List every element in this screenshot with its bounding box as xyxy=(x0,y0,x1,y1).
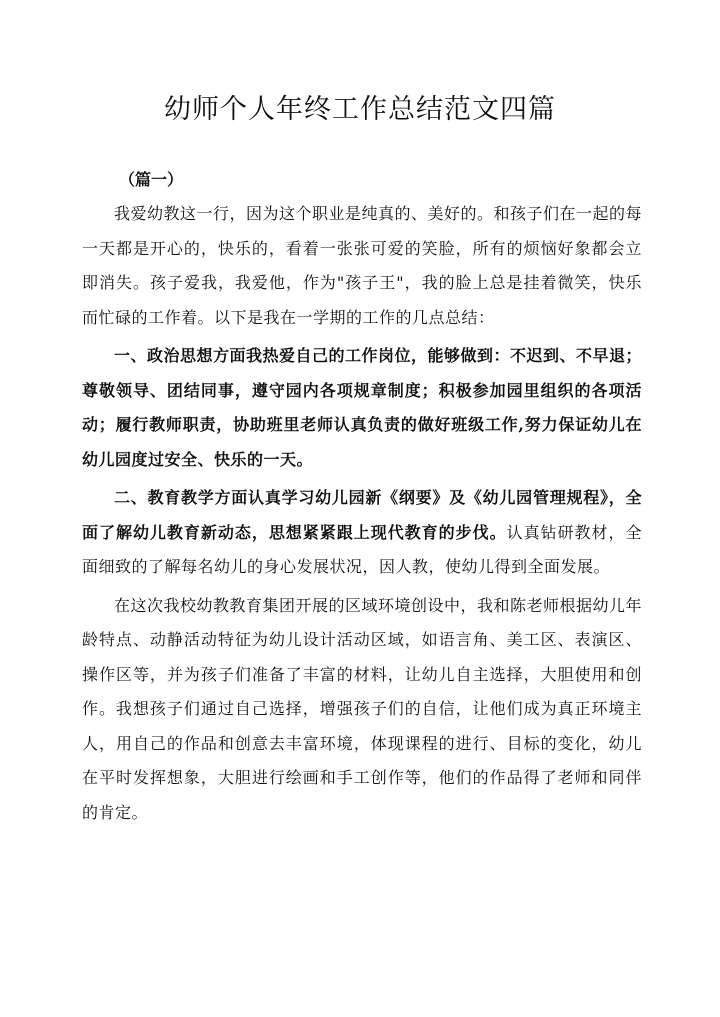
document-title: 幼师个人年终工作总结范文四篇 xyxy=(164,94,556,125)
paragraph-environment: 在这次我校幼教教育集团开展的区域环境创设中，我和陈老师根据幼儿年龄特点、动静活动特征为幼儿设计活动区域，如语言角、美工区、表演区、操作区等，并为孩子们准备了丰富的材料，让幼儿自主选择，大胆使用和创作。我想孩子们通过自己选择，增强孩子们的自信，让他们成为真正环境主人，用自己的作品和创意去丰富环境，体现课程的进行、目标的变化，幼儿在平时发挥想象，大胆进行绘画和手工创作等，他们的作品得了老师和同伴的肯定。 xyxy=(82,595,643,822)
paragraph-intro: 我爱幼教这一行，因为这个职业是纯真的、美好的。和孩子们在一起的每一天都是开心的，快乐的，看着一张张可爱的笑脸，所有的烦恼好象都会立即消失。孩子爱我，我爱他，作为"孩子王"，我的脸上总是挂着微笑，快乐而忙碌的工作着。以下是我在一学期的工作的几点总结： xyxy=(82,204,643,327)
section-label: （篇一） xyxy=(119,170,184,189)
paragraph-teaching-normal-part: 认真钻研教材，全面细致的了解每名幼儿的身心发展状况，因人教，使幼儿得到全面发展。 xyxy=(82,522,642,576)
document-body xyxy=(82,164,642,830)
paragraph-teaching-bold-part: 二、教育教学方面认真学习幼儿园新《纲要》及《幼儿园管理规程》，全面了解幼儿教育新动态，思想紧紧跟上现代教育的步伐。 xyxy=(82,488,642,542)
paragraph-political-thought: 一、政治思想方面我热爱自己的工作岗位，能够做到：不迟到、不早退；尊敬领导、团结同事，遵守园内各项规章制度；积极参加园里组织的各项活动；履行教师职责，协助班里老师认真负责的做好班级工作,努力保证幼儿在幼儿园度过安全、快乐的一天。 xyxy=(82,346,643,469)
paragraph-teaching xyxy=(82,481,642,585)
